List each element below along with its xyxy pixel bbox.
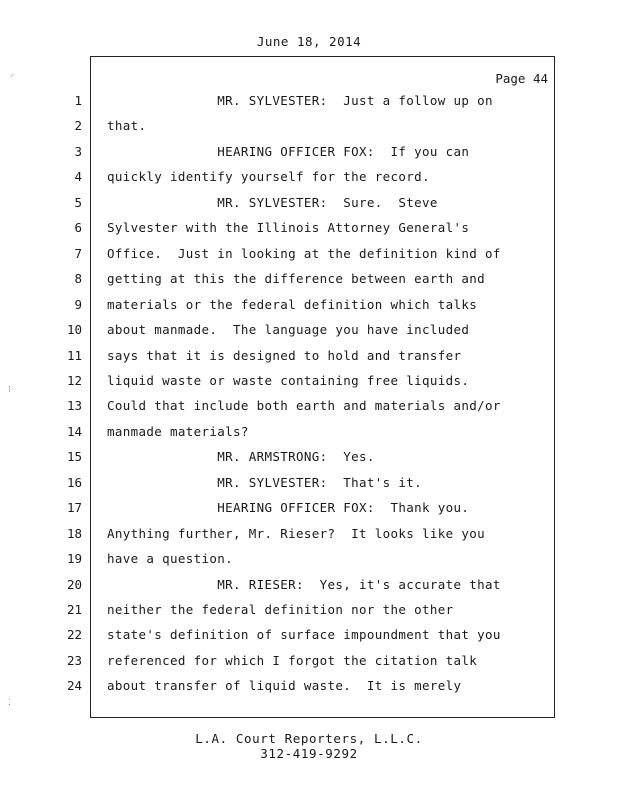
document-date-header: June 18, 2014 — [256, 34, 362, 49]
line-number: 1 — [74, 93, 82, 108]
line-number: 13 — [66, 398, 82, 414]
line-text: MR. SYLVESTER: That's it. — [107, 474, 423, 490]
transcript-line — [0, 118, 618, 142]
transcript-line — [0, 500, 618, 524]
line-number: 6 — [74, 220, 82, 236]
transcript-line — [0, 144, 618, 168]
line-number: 14 — [66, 423, 82, 439]
transcript-line — [0, 348, 618, 372]
line-number: 18 — [66, 525, 82, 541]
line-number: 22 — [66, 627, 82, 643]
transcript-line — [0, 398, 618, 422]
line-number: 7 — [74, 245, 82, 261]
transcript-line — [0, 195, 618, 219]
line-text: HEARING OFFICER FOX: If you can — [107, 143, 470, 159]
line-number: 23 — [66, 652, 82, 668]
transcript-line — [0, 424, 618, 448]
transcript-line — [0, 449, 618, 473]
transcript-line — [0, 246, 618, 270]
transcript-line — [0, 271, 618, 295]
line-number: 17 — [66, 500, 82, 516]
court-reporter-phone: 312-419-9292 — [260, 746, 358, 761]
transcript-line — [0, 220, 618, 244]
line-number: 3 — [74, 143, 82, 159]
transcript-line — [0, 551, 618, 575]
transcript-line — [0, 322, 618, 346]
line-number: 4 — [74, 169, 82, 185]
transcript-line — [0, 602, 618, 626]
transcript-line — [0, 653, 618, 677]
line-number: 10 — [66, 322, 82, 338]
line-text: quickly identify yourself for the record. — [107, 169, 430, 185]
line-text: Office. Just in looking at the definition kind of — [107, 245, 501, 261]
line-text: about manmade. The language you have included — [107, 322, 470, 338]
transcript-line — [0, 577, 618, 601]
line-number: 20 — [66, 576, 82, 592]
transcript-line — [0, 297, 618, 321]
transcript-line — [0, 475, 618, 499]
line-text: state's definition of surface impoundment that you — [107, 627, 501, 643]
transcript-line — [0, 93, 618, 117]
line-number: 9 — [74, 296, 82, 312]
scan-artifact-mark: ⁝ — [8, 385, 11, 395]
transcript-line — [0, 169, 618, 193]
line-number: 2 — [74, 118, 82, 134]
line-text: Anything further, Mr. Rieser? It looks like you — [107, 525, 486, 541]
line-text: MR. RIESER: Yes, it's accurate that — [107, 576, 501, 592]
line-number: 11 — [66, 347, 82, 363]
line-number: 16 — [66, 474, 82, 490]
line-text: have a question. — [107, 551, 234, 567]
line-number: 15 — [66, 449, 82, 465]
line-text: neither the federal definition nor the other — [107, 602, 454, 617]
line-text: Sylvester with the Illinois Attorney General's — [107, 220, 470, 236]
line-number: 19 — [66, 551, 82, 567]
line-text: MR. SYLVESTER: Just a follow up on — [107, 93, 493, 108]
line-number: 8 — [74, 271, 82, 287]
line-text: Could that include both earth and materials and/or — [107, 398, 501, 414]
line-text: that. — [107, 118, 147, 134]
line-text: says that it is designed to hold and transfer — [107, 347, 462, 363]
line-text: about transfer of liquid waste. It is merely — [107, 678, 462, 694]
scan-artifact-mark: ⸍ — [10, 73, 15, 83]
transcript-line — [0, 678, 618, 702]
transcript-line — [0, 373, 618, 397]
line-text: referenced for which I forgot the citation talk — [107, 652, 478, 668]
transcript-line — [0, 627, 618, 651]
court-reporter-name: L.A. Court Reporters, L.L.C. — [195, 731, 423, 746]
line-text: MR. ARMSTRONG: Yes. — [107, 449, 375, 465]
line-number: 24 — [66, 678, 82, 694]
line-text: materials or the federal definition which talks — [107, 296, 478, 312]
transcript-line — [0, 526, 618, 550]
line-text: manmade materials? — [107, 423, 249, 439]
page-number-label: Page 44 — [495, 71, 548, 86]
line-text: MR. SYLVESTER: Sure. Steve — [107, 194, 438, 210]
scan-artifact-mark: ⁚ — [8, 698, 11, 708]
line-text: HEARING OFFICER FOX: Thank you. — [107, 500, 470, 516]
line-text: liquid waste or waste containing free liquids. — [107, 372, 470, 388]
line-number: 12 — [66, 372, 82, 388]
line-text: getting at this the difference between earth and — [107, 271, 486, 287]
line-number: 5 — [74, 194, 82, 210]
line-number: 21 — [66, 602, 82, 617]
